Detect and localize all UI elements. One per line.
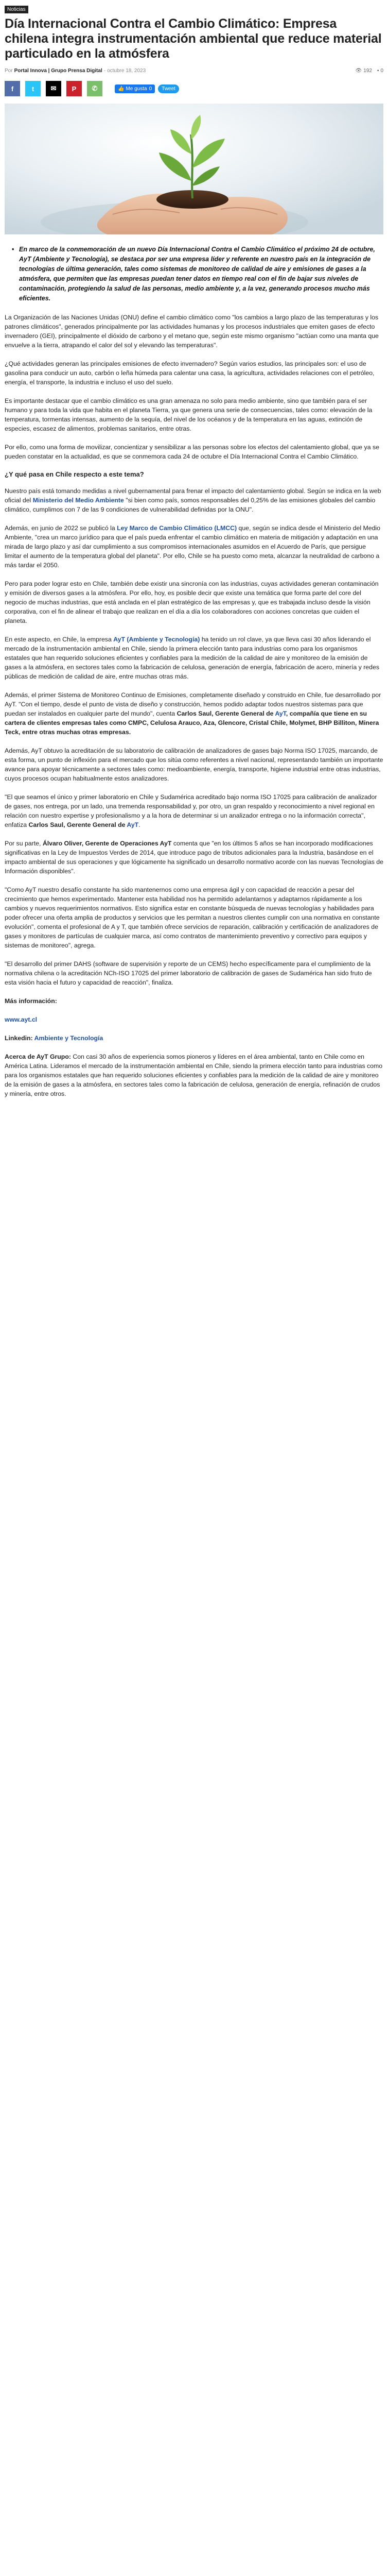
- tweet-button[interactable]: [158, 84, 179, 93]
- paragraph-8: [5, 635, 383, 681]
- article-meta: [5, 66, 383, 75]
- paragraph-4: Por ello, como una forma de movilizar, concientizar y sensibilizar a las personas sobre los efectos del calentamiento global, que ya se pueden constatar en la actualidad, es que se conmemora cada 24 de octubre el Día Internacional Contra el Cambio Climático.: [5, 444, 379, 460]
- paragraph-14: "El desarrollo del primer DAHS (software de supervisión y reporte de un CEMS) hecho específicamente para el cumplimiento de la normativa chilena o la acreditación NCh-ISO 17025 del primer laboratorio de calibración de gases de Sudamérica han sido fruto de esta visión hacia el futuro y capacidad de reacción", finaliza.: [5, 960, 372, 986]
- twitter-icon: t: [31, 84, 34, 93]
- author-link[interactable]: Portal Innova | Grupo Prensa Digital: [14, 67, 102, 74]
- article-date: octubre 18, 2023: [107, 67, 146, 74]
- category-tag[interactable]: Noticias: [5, 6, 28, 13]
- twitter-share-button[interactable]: [25, 81, 41, 96]
- about-paragraph: [5, 1052, 383, 1098]
- facebook-share-button[interactable]: [5, 81, 20, 96]
- about-text: Con casi 30 años de experiencia somos pioneros y líderes en el área ambiental, tanto en Chile como en América Latina. Lideramos el mercado de la instrumentación ambiental en Chile, siendo la primera elección tanto para industrias como para los organismos estatales que han requerido soluciones eficientes y confiables para la medición de la calidad de aire y monitoreo de la emisión de gases a la atmósfera, en sectores tales como la fabricación de celulosa, generación de energía, refinación de crudos y minería, entre otros.: [5, 1053, 383, 1097]
- article-title: Día Internacional Contra el Cambio Climático: Empresa chilena integra instrumentación ambiental que reduce material particulado en la atmósfera: [5, 16, 382, 61]
- paragraph-9-bold-b: , compañía que tiene en su cartera de clientes empresas tales como CMPC, Celulosa Arauco, Aza, Glencore, Cristal Chile, Molymet, BHP Billiton, Minera Teck, entre otras muchas otras empresas.: [5, 710, 379, 736]
- eye-icon: 👁: [355, 67, 362, 74]
- paragraph-5: [5, 486, 383, 514]
- paragraph-13: "Como AyT nuestro desafío constante ha sido mantenernos como una empresa ágil y con capacidad de reacción a pesar del crecimiento que hemos experimentado. Mantener esta habilidad nos ha permitido adelantarnos y adaptarnos rápidamente a los cambios y nuevos requerimientos normativos. Esto significa estar en constante búsqueda de nuevas tecnologías y habilidades para poder ofrecer una oferta amplia de productos y servicios que les permitan a nuestros clientes cumplir con una normativa en constante evolución", comenta el profesional de A y T, que también ofrece servicios de reparación, calibración y certificación de analizadores de gases y monitores de partículas de cualquier marca, así como contratos de mantenimiento preventivo y correctivo para equipos y sistemas de monitoreo", agrega.: [5, 886, 380, 949]
- pinterest-icon: P: [72, 84, 77, 93]
- paragraph-12: [5, 839, 383, 876]
- linkedin-link[interactable]: Ambiente y Tecnología: [34, 1035, 103, 1042]
- more-info-label: [5, 996, 383, 1006]
- fb-like-label: Me gusta: [126, 86, 147, 92]
- paragraph-11-end: .: [138, 821, 140, 828]
- whatsapp-share-button[interactable]: [87, 81, 102, 96]
- paragraph-9-bold-a: Carlos Saul, Gerente General de: [177, 710, 275, 717]
- hands-holding-seedling-image: [5, 104, 383, 234]
- facebook-icon: f: [11, 84, 14, 93]
- paragraph-6-text-b: que, según se indica desde el Ministerio del Medio Ambiente, "crea un marco jurídico para que el país pueda enfrentar el cambio climático en materia de mitigación y adaptación en una mirada de largo plazo y así dar cumplimiento a sus compromisos internacionales asumidos en el Acuerdo de París, que persigue limitar el aumento de la temperatura global del planeta". Por ello, Chile se ha puesto como meta, alcanzar la neutralidad de carbono a más tardar el 2050.: [5, 524, 380, 569]
- comments-counter[interactable]: [377, 68, 383, 74]
- section-heading: ¿Y qué pasa en Chile respecto a este tema?: [5, 470, 144, 478]
- paragraph-12-text-b: comenta que "en los últimos 5 años se han incorporado modificaciones significativas en la Ley de Impuestos Verdes de 2014, que introduce pago de tributos adicionales para la Industria, basándose en el impacto ambiental de sus operaciones y que lógicamente ha significado un desarrollo normativo acorde con las nuevas Tecnologías de Información disponibles".: [5, 840, 383, 875]
- ayt-link[interactable]: AyT (Ambiente y Tecnología): [113, 636, 200, 643]
- paragraph-6: [5, 523, 383, 570]
- meta-prefix: Por: [5, 67, 13, 74]
- paragraph-6-text-a: Además, en junio de 2022 se publicó la: [5, 524, 117, 532]
- paragraph-7: Pero para poder lograr esto en Chile, también debe existir una sincronía con las industrias, cuyas actividades generan contaminación y emisión de diversos gases a la atmósfera. Por ello, hoy, es posible decir que existe una temática que forma parte del core del negocio de muchas industrias, que está anclada en el plan estratégico de las empresas y, que es trabajada incluso desde la visión corporativa, con el fin de alinear el trabajo que realizan en el día a día los colaboradores con acciones concretas que cuiden el planeta.: [5, 580, 379, 624]
- thumbs-up-icon: 👍: [118, 86, 125, 92]
- article-body: [5, 313, 383, 1098]
- share-bar: [5, 81, 383, 96]
- paragraph-8-text-a: En este aspecto, en Chile, la empresa: [5, 636, 114, 643]
- email-icon: ✉: [50, 84, 57, 92]
- paragraph-8-text-b: ha tenido un rol clave, ya que lleva casi 30 años liderando el mercado de la instrumentación ambiental en Chile, siendo la primera elección tanto para industrias como para los organismos estatales que han requerido soluciones eficientes y confiables para la medición de la calidad de aire y monitoreo de la emisión de gases a la atmósfera, en sectores tales como la fabricación de celulosa, generación de energía, fabricación de acero, minería y redes públicas de medición de calidad de aire, entre muchas otras más.: [5, 636, 379, 680]
- intro-bullet: • En marco de la conmemoración de un nuevo Día Internacional Contra el Cambio Climático el próximo 24 de octubre, AyT (Ambiente y Tecnología), se destaca por ser una empresa líder y referente en nuestro país en la integración de tecnologías de última generación, tales como sistemas de monitoreo de calidad de aire y emisiones de gases a la atmósfera, que permiten que las empresas puedan tener datos en tiempo real con el fin de bajar sus niveles de contaminación, protegiendo la salud de las personas, medio ambiente y, a la vez, generando procesos mucho más eficientes.: [12, 245, 383, 303]
- ministerio-link[interactable]: Ministerio del Medio Ambiente: [32, 497, 124, 504]
- paragraph-5-text-b: "si bien como país, somos responsables del 0,25% de las emisiones globales del cambio climático, cumplimos con 7 de las 9 condiciones de vulnerabilidad definidas por la ONU".: [5, 497, 376, 513]
- paragraph-12-bold: Álvaro Oliver, Gerente de Operaciones AyT: [42, 840, 172, 847]
- paragraph-11-text-a: "El que seamos el único y primer laboratorio en Chile y Sudamérica acreditado bajo norma ISO 17025 para calibración de analizador de gases, nos entrega, por un lado, una tremenda responsabilidad y, por otro, un gran respaldo y reconocimiento a nivel regional en relación con nuestro expertise y profesionalismo y a la hora de determinar si un analizador entrega o no la información correcta", enfatiza: [5, 793, 377, 828]
- paragraph-11-bold: Carlos Saul, Gerente General de: [28, 821, 127, 828]
- ley-marco-link[interactable]: Ley Marco de Cambio Climático (LMCC): [117, 524, 237, 532]
- fb-like-count: 0: [149, 86, 152, 92]
- meta-separator: -: [103, 67, 106, 74]
- email-share-button[interactable]: [46, 81, 61, 96]
- intro-list: [5, 245, 383, 303]
- website-link[interactable]: www.ayt.cl: [5, 1016, 38, 1023]
- linkedin-label: Linkedin:: [5, 1035, 34, 1042]
- paragraph-11: [5, 792, 383, 829]
- views-count: 192: [363, 67, 372, 74]
- paragraph-2: ¿Qué actividades generan las principales emisiones de efecto invernadero? Según varios estudios, las principales son: el uso de gasolina para conducir un auto, carbón o leña húmeda para calentar una casa, la agricultura, actividades relaciones con el petróleo, energía, el transporte, la industria e incluso el uso del suelo.: [5, 360, 375, 386]
- paragraph-9: [5, 690, 383, 737]
- paragraph-10: Además, AyT obtuvo la acreditación de su laboratorio de calibración de analizadores de gases bajo Norma ISO 17025, marcando, de esta forma, un punto de inflexión para el mercado que los sitúa como referentes a nivel nacional, representando también un importante avance para apoyar técnicamente a sectores tales como: medioambiente, energía, transporte, higiene industrial entre otras industrias, cuyos procesos ocupan habitualmente estos analizadores.: [5, 747, 383, 782]
- paragraph-12-text-a: Por su parte,: [5, 840, 43, 847]
- views-counter: [356, 68, 372, 74]
- paragraph-5-text-a: Nuestro país está tomando medidas a nivel gubernamental para frenar el impacto del calentamiento global. Según se indica en la web oficial del: [5, 487, 381, 504]
- ayt-link-2[interactable]: AyT: [275, 710, 286, 717]
- pinterest-share-button[interactable]: [66, 81, 82, 96]
- comment-icon: ▪: [377, 67, 379, 74]
- about-label: Acerca de AyT Grupo:: [5, 1053, 71, 1060]
- comments-count: 0: [380, 67, 383, 74]
- facebook-like-button[interactable]: [115, 84, 155, 93]
- linkedin-line: [5, 1033, 383, 1043]
- more-info-label-text: Más información:: [5, 997, 57, 1005]
- ayt-link-3[interactable]: AyT: [127, 821, 139, 828]
- paragraph-1: La Organización de las Naciones Unidas (ONU) define el cambio climático como "los cambios a largo plazo de las temperaturas y los patrones climáticos", generados principalmente por las actividades humanas y los procesos industriales que emiten gases de efecto invernadero (GEI), principalmente el dióxido de carbono y el metano que, según este mismo organismo "actúan como una manta que envuelve a la tierra, atrapando el calor del sol y elevando las temperaturas".: [5, 314, 379, 349]
- website-line: [5, 1015, 383, 1024]
- whatsapp-icon: ✆: [92, 84, 98, 92]
- article-page: [0, 0, 388, 1098]
- tweet-label: Tweet: [162, 86, 175, 92]
- paragraph-3: Es importante destacar que el cambio climático es una gran amenaza no solo para medio ambiente, sino que también para el ser humano y para toda la vida que habita en el planeta Tierra, ya que genera una serie de consecuencias, tales como: elevación de la temperatura, tormentas intensas, aumento de la sequía, del nivel de los océanos y de la temperatura en las aguas, extinción de especies, escasez de alimentos, problemas sanitarios, entre otras.: [5, 397, 373, 432]
- hero-image: [5, 104, 383, 234]
- paragraph-9-text-a: Además, el primer Sistema de Monitoreo Continuo de Emisiones, completamente diseñado y construido en Chile, fue desarrollado por AyT. "Con el tiempo, desde el punto de vista de diseño y construcción, hemos podido adaptar todos nuestros sistemas para que puedan ser instalados en cualquier parte del mundo", cuenta: [5, 691, 381, 717]
